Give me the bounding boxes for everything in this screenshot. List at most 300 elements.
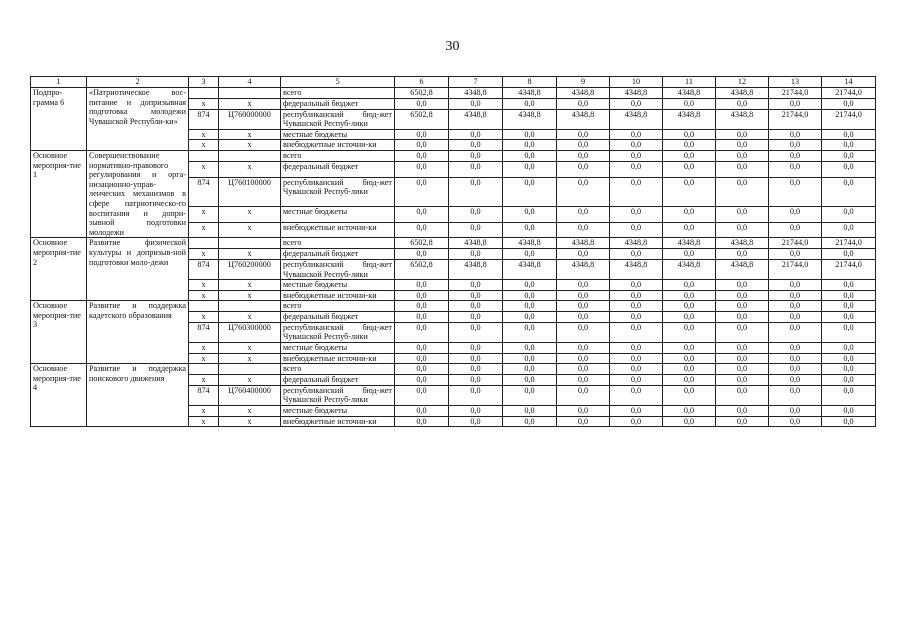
amount-cell: 4348,8	[716, 259, 769, 279]
funding-source-cell: внебюджетные источни-ки	[281, 353, 395, 364]
amount-cell: 0,0	[769, 207, 822, 223]
amount-cell: 0,0	[449, 364, 503, 375]
amount-cell: 0,0	[503, 140, 557, 151]
funding-source-cell: федеральный бюджет	[281, 249, 395, 260]
grbs-cell	[189, 150, 219, 161]
amount-cell: 0,0	[822, 343, 876, 354]
amount-cell: 0,0	[557, 312, 610, 323]
amount-cell: 0,0	[716, 161, 769, 177]
budget-code-cell: x	[219, 343, 281, 354]
grbs-cell: x	[189, 343, 219, 354]
amount-cell: 6502,8	[395, 259, 449, 279]
amount-cell: 0,0	[769, 129, 822, 140]
budget-code-cell: x	[219, 99, 281, 110]
budget-code-cell: x	[219, 161, 281, 177]
amount-cell: 0,0	[557, 177, 610, 207]
amount-cell: 0,0	[822, 280, 876, 291]
budget-code-cell: Ц760100000	[219, 177, 281, 207]
amount-cell: 21744,0	[769, 88, 822, 99]
amount-cell: 0,0	[449, 207, 503, 223]
grbs-cell: x	[189, 129, 219, 140]
amount-cell: 0,0	[769, 161, 822, 177]
amount-cell: 0,0	[557, 99, 610, 110]
budget-code-cell	[219, 88, 281, 99]
amount-cell: 0,0	[822, 375, 876, 386]
amount-cell: 0,0	[610, 140, 663, 151]
amount-cell: 21744,0	[769, 238, 822, 249]
amount-cell: 0,0	[822, 161, 876, 177]
amount-cell: 0,0	[716, 140, 769, 151]
amount-cell: 0,0	[449, 416, 503, 427]
budget-code-cell	[219, 238, 281, 249]
amount-cell: 0,0	[716, 312, 769, 323]
funding-source-cell: федеральный бюджет	[281, 375, 395, 386]
amount-cell: 21744,0	[822, 259, 876, 279]
amount-cell: 0,0	[716, 177, 769, 207]
funding-source-cell: всего	[281, 301, 395, 312]
amount-cell: 4348,8	[663, 259, 716, 279]
amount-cell: 0,0	[769, 416, 822, 427]
budget-code-cell: x	[219, 312, 281, 323]
amount-cell: 0,0	[449, 99, 503, 110]
budget-code-cell: x	[219, 222, 281, 238]
program-type-cell: Основное мероприя-тие 1	[31, 150, 87, 237]
amount-cell: 0,0	[557, 353, 610, 364]
amount-cell: 4348,8	[449, 238, 503, 249]
amount-cell: 0,0	[769, 222, 822, 238]
amount-cell: 0,0	[557, 343, 610, 354]
amount-cell: 0,0	[449, 353, 503, 364]
budget-code-cell: x	[219, 280, 281, 291]
amount-cell: 0,0	[449, 375, 503, 386]
amount-cell: 0,0	[769, 150, 822, 161]
amount-cell: 0,0	[610, 385, 663, 405]
funding-source-cell: местные бюджеты	[281, 280, 395, 291]
budget-code-cell	[219, 364, 281, 375]
amount-cell: 0,0	[610, 177, 663, 207]
amount-cell: 0,0	[716, 290, 769, 301]
amount-cell: 0,0	[395, 375, 449, 386]
amount-cell: 0,0	[395, 353, 449, 364]
amount-cell: 4348,8	[449, 259, 503, 279]
funding-source-cell: федеральный бюджет	[281, 161, 395, 177]
amount-cell: 0,0	[395, 222, 449, 238]
amount-cell: 0,0	[822, 301, 876, 312]
amount-cell: 0,0	[716, 249, 769, 260]
amount-cell: 6502,8	[395, 88, 449, 99]
funding-source-cell: всего	[281, 238, 395, 249]
amount-cell: 0,0	[503, 207, 557, 223]
amount-cell: 0,0	[449, 161, 503, 177]
amount-cell: 0,0	[769, 343, 822, 354]
amount-cell: 0,0	[557, 140, 610, 151]
amount-cell: 0,0	[769, 312, 822, 323]
budget-code-cell: x	[219, 249, 281, 260]
program-name-cell: «Патриотическое вос-питание и допризывная подготовка молодежи Чувашской Республи-ки»	[87, 88, 189, 151]
amount-cell: 0,0	[769, 406, 822, 417]
amount-cell: 0,0	[663, 140, 716, 151]
column-number: 1	[31, 77, 87, 88]
amount-cell: 0,0	[610, 416, 663, 427]
amount-cell: 0,0	[503, 222, 557, 238]
amount-cell: 0,0	[395, 364, 449, 375]
funding-source-cell: всего	[281, 364, 395, 375]
amount-cell: 0,0	[716, 150, 769, 161]
amount-cell: 0,0	[663, 353, 716, 364]
grbs-cell: x	[189, 353, 219, 364]
amount-cell: 0,0	[663, 343, 716, 354]
amount-cell: 0,0	[557, 161, 610, 177]
funding-source-cell: всего	[281, 150, 395, 161]
amount-cell: 0,0	[610, 249, 663, 260]
amount-cell: 0,0	[822, 322, 876, 342]
amount-cell: 0,0	[503, 312, 557, 323]
amount-cell: 0,0	[769, 177, 822, 207]
column-number-row	[31, 77, 876, 88]
amount-cell: 0,0	[557, 280, 610, 291]
amount-cell: 0,0	[557, 150, 610, 161]
amount-cell: 0,0	[769, 290, 822, 301]
amount-cell: 0,0	[822, 99, 876, 110]
grbs-cell	[189, 364, 219, 375]
amount-cell: 0,0	[663, 290, 716, 301]
amount-cell: 0,0	[822, 364, 876, 375]
table-row	[31, 238, 876, 249]
grbs-cell: x	[189, 406, 219, 417]
amount-cell: 0,0	[610, 222, 663, 238]
amount-cell: 0,0	[503, 301, 557, 312]
amount-cell: 4348,8	[663, 238, 716, 249]
amount-cell: 0,0	[716, 207, 769, 223]
amount-cell: 0,0	[716, 353, 769, 364]
funding-source-cell: республиканский бюд-жет Чувашской Респуб-лики	[281, 385, 395, 405]
table-row	[31, 88, 876, 99]
amount-cell: 0,0	[769, 301, 822, 312]
column-number: 6	[395, 77, 449, 88]
amount-cell: 0,0	[557, 375, 610, 386]
amount-cell: 4348,8	[610, 238, 663, 249]
amount-cell: 0,0	[822, 150, 876, 161]
amount-cell: 0,0	[716, 99, 769, 110]
amount-cell: 0,0	[663, 207, 716, 223]
funding-source-cell: местные бюджеты	[281, 406, 395, 417]
amount-cell: 0,0	[557, 249, 610, 260]
funding-source-cell: местные бюджеты	[281, 129, 395, 140]
funding-source-cell: республиканский бюд-жет Чувашской Респуб-лики	[281, 109, 395, 129]
amount-cell: 0,0	[395, 207, 449, 223]
amount-cell: 4348,8	[663, 109, 716, 129]
amount-cell: 0,0	[610, 280, 663, 291]
amount-cell: 0,0	[610, 312, 663, 323]
amount-cell: 0,0	[663, 177, 716, 207]
table-row	[31, 150, 876, 161]
amount-cell: 0,0	[395, 343, 449, 354]
amount-cell: 4348,8	[663, 88, 716, 99]
funding-source-cell: федеральный бюджет	[281, 99, 395, 110]
amount-cell: 0,0	[610, 353, 663, 364]
amount-cell: 0,0	[822, 207, 876, 223]
funding-source-cell: внебюджетные источни-ки	[281, 140, 395, 151]
amount-cell: 0,0	[822, 222, 876, 238]
column-number: 10	[610, 77, 663, 88]
amount-cell: 0,0	[716, 385, 769, 405]
amount-cell: 0,0	[395, 280, 449, 291]
funding-source-cell: республиканский бюд-жет Чувашской Респуб-лики	[281, 177, 395, 207]
amount-cell: 0,0	[663, 280, 716, 291]
amount-cell: 0,0	[503, 375, 557, 386]
funding-source-cell: местные бюджеты	[281, 207, 395, 223]
column-number: 8	[503, 77, 557, 88]
program-name-cell: Развитие и поддержка кадетского образования	[87, 301, 189, 364]
amount-cell: 4348,8	[716, 238, 769, 249]
amount-cell: 0,0	[395, 150, 449, 161]
amount-cell: 0,0	[449, 249, 503, 260]
budget-code-cell: x	[219, 207, 281, 223]
amount-cell: 4348,8	[610, 109, 663, 129]
grbs-cell: x	[189, 99, 219, 110]
amount-cell: 0,0	[449, 290, 503, 301]
amount-cell: 0,0	[449, 222, 503, 238]
amount-cell: 0,0	[663, 385, 716, 405]
amount-cell: 0,0	[503, 353, 557, 364]
funding-source-cell: внебюджетные источни-ки	[281, 290, 395, 301]
amount-cell: 4348,8	[557, 109, 610, 129]
amount-cell: 0,0	[395, 416, 449, 427]
amount-cell: 0,0	[503, 280, 557, 291]
amount-cell: 0,0	[663, 301, 716, 312]
column-number: 11	[663, 77, 716, 88]
amount-cell: 0,0	[663, 99, 716, 110]
funding-source-cell: республиканский бюд-жет Чувашской Респуб-лики	[281, 259, 395, 279]
grbs-cell	[189, 301, 219, 312]
amount-cell: 0,0	[769, 280, 822, 291]
budget-code-cell	[219, 150, 281, 161]
amount-cell: 0,0	[769, 385, 822, 405]
budget-code-cell: x	[219, 416, 281, 427]
amount-cell: 0,0	[769, 322, 822, 342]
amount-cell: 6502,8	[395, 109, 449, 129]
amount-cell: 4348,8	[557, 238, 610, 249]
amount-cell: 0,0	[716, 416, 769, 427]
amount-cell: 0,0	[395, 177, 449, 207]
budget-code-cell: Ц760200000	[219, 259, 281, 279]
amount-cell: 0,0	[663, 150, 716, 161]
program-name-cell: Развитие физической культуры и допризыв-ной подготовки моло-дежи	[87, 238, 189, 301]
table-row	[31, 364, 876, 375]
amount-cell: 0,0	[610, 161, 663, 177]
grbs-cell: x	[189, 290, 219, 301]
amount-cell: 0,0	[449, 322, 503, 342]
budget-code-cell: Ц760400000	[219, 385, 281, 405]
amount-cell: 0,0	[395, 249, 449, 260]
funding-source-cell: внебюджетные источни-ки	[281, 416, 395, 427]
grbs-cell: 874	[189, 385, 219, 405]
program-name-cell: Развитие и поддержка поискового движения	[87, 364, 189, 427]
amount-cell: 0,0	[557, 207, 610, 223]
funding-source-cell: местные бюджеты	[281, 343, 395, 354]
amount-cell: 0,0	[503, 129, 557, 140]
amount-cell: 0,0	[395, 406, 449, 417]
column-number: 4	[219, 77, 281, 88]
amount-cell: 0,0	[716, 301, 769, 312]
grbs-cell: x	[189, 375, 219, 386]
amount-cell: 21744,0	[822, 238, 876, 249]
program-type-cell: Основное мероприя-тие 4	[31, 364, 87, 427]
amount-cell: 0,0	[557, 222, 610, 238]
amount-cell: 0,0	[610, 406, 663, 417]
amount-cell: 0,0	[822, 406, 876, 417]
amount-cell: 0,0	[449, 280, 503, 291]
amount-cell: 0,0	[610, 99, 663, 110]
program-type-cell: Основное мероприя-тие 2	[31, 238, 87, 301]
table-row	[31, 301, 876, 312]
amount-cell: 0,0	[395, 322, 449, 342]
amount-cell: 0,0	[716, 280, 769, 291]
amount-cell: 0,0	[716, 129, 769, 140]
grbs-cell: x	[189, 161, 219, 177]
amount-cell: 4348,8	[716, 109, 769, 129]
column-number: 9	[557, 77, 610, 88]
amount-cell: 0,0	[663, 312, 716, 323]
amount-cell: 0,0	[822, 290, 876, 301]
amount-cell: 0,0	[503, 177, 557, 207]
amount-cell: 0,0	[503, 343, 557, 354]
amount-cell: 0,0	[503, 249, 557, 260]
amount-cell: 0,0	[663, 161, 716, 177]
amount-cell: 0,0	[557, 322, 610, 342]
amount-cell: 0,0	[557, 301, 610, 312]
program-type-cell: Основное мероприя-тие 3	[31, 301, 87, 364]
amount-cell: 0,0	[503, 150, 557, 161]
page-number: 30	[445, 39, 460, 54]
amount-cell: 21744,0	[769, 109, 822, 129]
amount-cell: 4348,8	[557, 259, 610, 279]
funding-source-cell: федеральный бюджет	[281, 312, 395, 323]
amount-cell: 0,0	[663, 249, 716, 260]
column-number: 3	[189, 77, 219, 88]
amount-cell: 4348,8	[610, 259, 663, 279]
amount-cell: 0,0	[503, 322, 557, 342]
amount-cell: 0,0	[610, 375, 663, 386]
amount-cell: 0,0	[822, 129, 876, 140]
grbs-cell: x	[189, 312, 219, 323]
amount-cell: 0,0	[503, 416, 557, 427]
amount-cell: 0,0	[503, 99, 557, 110]
amount-cell: 0,0	[395, 161, 449, 177]
budget-table	[30, 76, 876, 427]
amount-cell: 0,0	[610, 129, 663, 140]
column-number: 7	[449, 77, 503, 88]
amount-cell: 4348,8	[503, 238, 557, 249]
funding-source-cell: республиканский бюд-жет Чувашской Респуб-лики	[281, 322, 395, 342]
amount-cell: 0,0	[449, 343, 503, 354]
grbs-cell: x	[189, 249, 219, 260]
amount-cell: 0,0	[769, 140, 822, 151]
amount-cell: 0,0	[449, 312, 503, 323]
grbs-cell: 874	[189, 259, 219, 279]
amount-cell: 4348,8	[716, 88, 769, 99]
amount-cell: 0,0	[395, 385, 449, 405]
budget-code-cell: Ц760000000	[219, 109, 281, 129]
amount-cell: 0,0	[503, 385, 557, 405]
amount-cell: 0,0	[557, 364, 610, 375]
amount-cell: 0,0	[769, 99, 822, 110]
budget-code-cell: x	[219, 140, 281, 151]
program-name-cell: Совершенствование нормативно-правового регулирования и орга-низационно-управ-ленческих механизмов в сфере патриотическо-го воспитания и допри-зывной подготовки молодежи	[87, 150, 189, 237]
amount-cell: 0,0	[822, 416, 876, 427]
amount-cell: 0,0	[395, 290, 449, 301]
budget-code-cell: x	[219, 353, 281, 364]
amount-cell: 4348,8	[449, 109, 503, 129]
column-number: 14	[822, 77, 876, 88]
amount-cell: 0,0	[503, 364, 557, 375]
amount-cell: 0,0	[716, 375, 769, 386]
amount-cell: 0,0	[822, 249, 876, 260]
amount-cell: 0,0	[610, 207, 663, 223]
grbs-cell	[189, 88, 219, 99]
column-number: 13	[769, 77, 822, 88]
amount-cell: 0,0	[663, 222, 716, 238]
amount-cell: 0,0	[503, 290, 557, 301]
table-body	[31, 77, 876, 427]
amount-cell: 0,0	[449, 406, 503, 417]
grbs-cell: x	[189, 416, 219, 427]
budget-code-cell	[219, 301, 281, 312]
amount-cell: 0,0	[610, 301, 663, 312]
amount-cell: 0,0	[610, 290, 663, 301]
amount-cell: 0,0	[395, 99, 449, 110]
amount-cell: 0,0	[557, 129, 610, 140]
amount-cell: 4348,8	[503, 88, 557, 99]
amount-cell: 0,0	[610, 322, 663, 342]
amount-cell: 4348,8	[557, 88, 610, 99]
program-type-cell: Подпро-грамма 6	[31, 88, 87, 151]
amount-cell: 0,0	[449, 150, 503, 161]
amount-cell: 0,0	[557, 416, 610, 427]
grbs-cell	[189, 238, 219, 249]
amount-cell: 0,0	[716, 364, 769, 375]
grbs-cell: 874	[189, 322, 219, 342]
amount-cell: 0,0	[716, 406, 769, 417]
amount-cell: 0,0	[769, 375, 822, 386]
amount-cell: 0,0	[769, 249, 822, 260]
amount-cell: 4348,8	[503, 109, 557, 129]
amount-cell: 0,0	[610, 364, 663, 375]
amount-cell: 0,0	[449, 140, 503, 151]
amount-cell: 0,0	[716, 343, 769, 354]
amount-cell: 0,0	[557, 385, 610, 405]
amount-cell: 0,0	[395, 129, 449, 140]
budget-code-cell: x	[219, 290, 281, 301]
grbs-cell: x	[189, 280, 219, 291]
amount-cell: 0,0	[716, 222, 769, 238]
amount-cell: 0,0	[663, 129, 716, 140]
amount-cell: 4348,8	[610, 88, 663, 99]
amount-cell: 0,0	[822, 312, 876, 323]
amount-cell: 0,0	[395, 312, 449, 323]
amount-cell: 21744,0	[822, 109, 876, 129]
amount-cell: 0,0	[610, 343, 663, 354]
amount-cell: 0,0	[822, 353, 876, 364]
grbs-cell: x	[189, 140, 219, 151]
amount-cell: 6502,8	[395, 238, 449, 249]
amount-cell: 0,0	[557, 290, 610, 301]
amount-cell: 21744,0	[769, 259, 822, 279]
grbs-cell: 874	[189, 177, 219, 207]
amount-cell: 0,0	[503, 406, 557, 417]
budget-code-cell: x	[219, 375, 281, 386]
grbs-cell: x	[189, 207, 219, 223]
